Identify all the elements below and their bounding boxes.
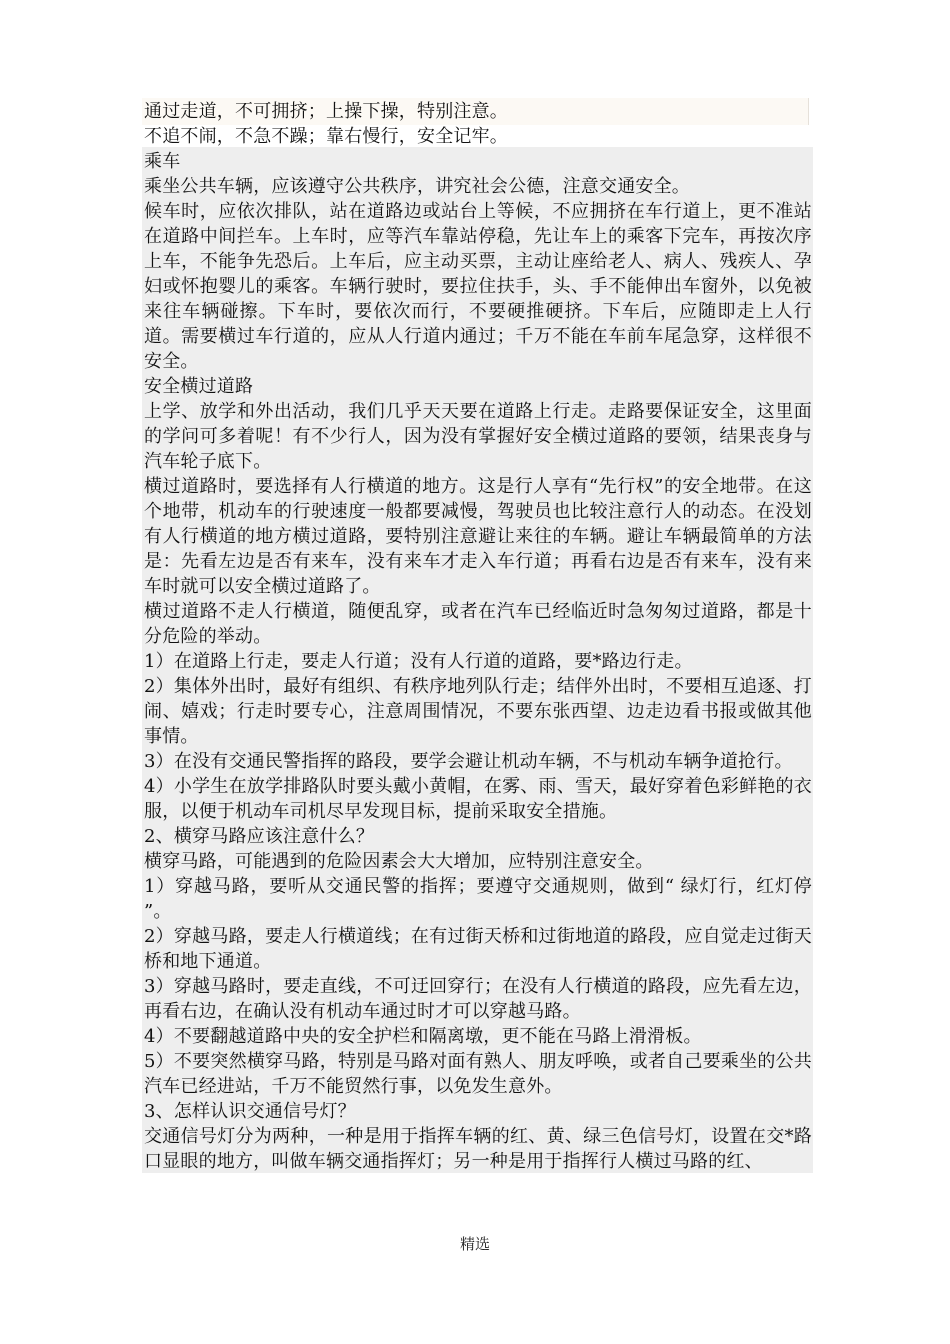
list-item-2: 2）集体外出时，最好有组织、有秩序地列队行走；结伴外出时，不要相互追逐、打闹、嬉戏；行走时要专心，注意周围情况，不要东张西望、边走边看书报或做其他事情。: [144, 676, 812, 747]
document-body: [144, 99, 812, 1174]
paragraph-4: 乘坐公共车辆，应该遵守公共秩序，讲究社会公德，注意交通安全。: [144, 176, 690, 197]
list-item-6: 2）穿越马路，要走人行横道线；在有过街天桥和过街地道的路段，应自觉走过街天桥和地下通道。: [144, 926, 812, 972]
page-footer: 精选: [459, 1235, 490, 1253]
paragraph-9: 横过道路不走人行横道，随便乱穿，或者在汽车已经临近时急匆匆过道路，都是十分危险的举动。: [144, 601, 812, 647]
paragraph-7: 上学、放学和外出活动，我们几乎天天要在道路上行走。走路要保证安全，这里面的学问可多着呢！有不少行人，因为没有掌握好安全横过道路的要领，结果丧身与汽车轮子底下。: [144, 401, 812, 472]
paragraph-1: 通过走道，不可拥挤；上操下操，特别注意。: [144, 101, 508, 122]
list-item-1: 1）在道路上行走，要走人行道；没有人行道的道路，要*路边行走。: [144, 651, 693, 672]
heading-section-2: 2、横穿马路应该注意什么？: [144, 826, 375, 847]
list-item-5: 1）穿越马路，要听从交通民警的指挥；要遵守交通规则，做到“ 绿灯行，红灯停 ”。: [144, 876, 812, 922]
list-item-8: 4）不要翻越道路中央的安全护栏和隔离墩，更不能在马路上滑滑板。: [144, 1026, 702, 1047]
list-item-7: 3）穿越马路时，要走直线，不可迂回穿行；在没有人行横道的路段，应先看左边，再看右边，在确认没有机动车通过时才可以穿越马路。: [144, 976, 812, 1022]
list-item-3: 3）在没有交通民警指挥的路段，要学会避让机动车辆，不与机动车辆争道抢行。: [144, 751, 793, 772]
list-item-9: 5）不要突然横穿马路，特别是马路对面有熟人、朋友呼唤，或者自己要乘坐的公共汽车已经进站，千万不能贸然行事，以免发生意外。: [144, 1051, 812, 1097]
heading-riding: 乘车: [144, 151, 181, 172]
paragraph-2: 不追不闹，不急不躁；靠右慢行，安全记牢。: [144, 126, 508, 147]
paragraph-15: 横穿马路，可能遇到的危险因素会大大增加，应特别注意安全。: [144, 851, 654, 872]
heading-section-3: 3、怎样认识交通信号灯？: [144, 1101, 356, 1122]
paragraph-22: 交通信号灯分为两种，一种是用于指挥车辆的红、黄、绿三色信号灯，设置在交*路口显眼的地方，叫做车辆交通指挥灯；另一种是用于指挥行人横过马路的红、: [144, 1126, 812, 1172]
list-item-4: 4）小学生在放学排路队时要头戴小黄帽，在雾、雨、雪天，最好穿着色彩鲜艳的衣服，以便于机动车司机尽早发现目标，提前采取安全措施。: [144, 776, 812, 822]
paragraph-8: 横过道路时，要选择有人行横道的地方。这是行人享有“先行权”的安全地带。在这个地带，机动车的行驶速度一般都要减慢，驾驶员也比较注意行人的动态。在没划有人行横道的地方横过道路，要特别注意避让来往的车辆。避让车辆最简单的方法是：先看左边是否有来车，没有来车才走入车行道；再看右边是否有来车，没有来车时就可以安全横过道路了。: [144, 476, 812, 597]
heading-crossing: 安全横过道路: [144, 376, 254, 397]
paragraph-5: 候车时，应依次排队，站在道路边或站台上等候，不应拥挤在车行道上，更不准站在道路中间拦车。上车时，应等汽车靠站停稳，先让车上的乘客下完车，再按次序上车，不能争先恐后。上车后，应主动买票，主动让座给老人、病人、残疾人、孕妇或怀抱婴儿的乘客。车辆行驶时，要拉住扶手，头、手不能伸出车窗外，以免被来往车辆碰擦。下车时，要依次而行，不要硬推硬挤。下车后，应随即走上人行道。需要横过车行道的，应从人行道内通过；千万不能在车前车尾急穿，这样很不安全。: [144, 201, 812, 372]
